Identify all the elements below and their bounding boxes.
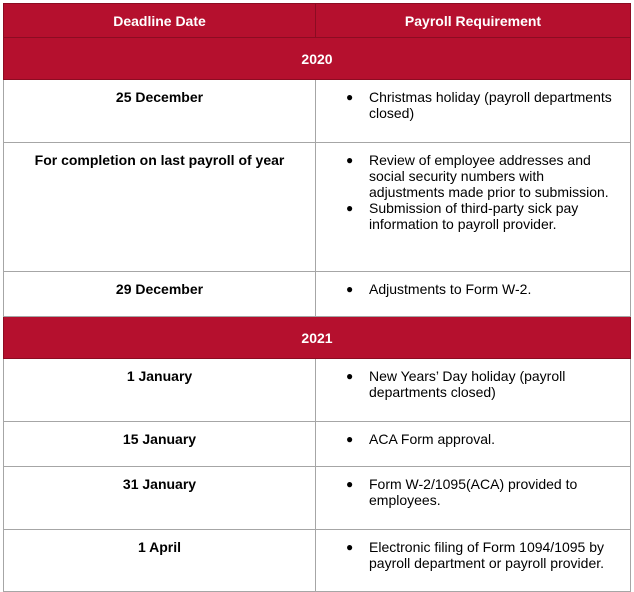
table-row — [4, 530, 631, 592]
deadline-date-cell: For completion on last payroll of year — [4, 143, 316, 272]
list-item — [316, 89, 630, 121]
requirement-text: Adjustments to Form W-2. — [369, 281, 532, 297]
requirement-list — [316, 89, 630, 121]
requirement-cell — [316, 530, 631, 592]
requirement-text: New Years’ Day holiday (payroll departments closed) — [369, 368, 566, 400]
requirement-cell — [316, 467, 631, 530]
requirement-text: ACA Form approval. — [369, 431, 496, 447]
table-row — [4, 359, 631, 422]
table-row — [4, 272, 631, 317]
requirement-text: Christmas holiday (payroll departments closed) — [369, 89, 612, 121]
table-row — [4, 422, 631, 467]
list-item — [316, 476, 630, 508]
requirement-cell — [316, 80, 631, 143]
requirement-list — [316, 431, 630, 447]
list-item — [316, 539, 630, 571]
deadline-date-cell: 15 January — [4, 422, 316, 467]
payroll-deadline-table — [3, 3, 631, 592]
table-row — [4, 80, 631, 143]
deadline-date-cell: 31 January — [4, 467, 316, 530]
list-item — [316, 431, 630, 447]
year-label: 2020 — [4, 38, 631, 80]
requirement-cell — [316, 359, 631, 422]
requirement-text: Form W-2/1095(ACA) provided to employees. — [369, 476, 578, 508]
bullet-icon: ● — [346, 201, 354, 215]
requirement-cell — [316, 422, 631, 467]
list-item — [316, 200, 630, 232]
bullet-icon: ● — [346, 282, 354, 296]
deadline-date-cell: 25 December — [4, 80, 316, 143]
requirement-text: Electronic filing of Form 1094/1095 by payroll department or payroll provider. — [369, 539, 605, 571]
table-row — [4, 467, 631, 530]
bullet-icon: ● — [346, 477, 354, 491]
list-item — [316, 152, 630, 200]
year-row-2021 — [4, 317, 631, 359]
deadline-date-cell: 29 December — [4, 272, 316, 317]
year-label: 2021 — [4, 317, 631, 359]
bullet-icon: ● — [346, 90, 354, 104]
list-item — [316, 281, 630, 297]
requirement-cell — [316, 272, 631, 317]
requirement-list — [316, 476, 630, 508]
bullet-icon: ● — [346, 153, 354, 167]
requirement-list — [316, 152, 630, 232]
bullet-icon: ● — [346, 369, 354, 383]
year-row-2020 — [4, 38, 631, 80]
header-deadline-date: Deadline Date — [4, 4, 316, 38]
requirement-cell — [316, 143, 631, 272]
requirement-text: Submission of third-party sick pay information to payroll provider. — [369, 200, 579, 232]
deadline-date-cell: 1 April — [4, 530, 316, 592]
deadline-date-cell: 1 January — [4, 359, 316, 422]
bullet-icon: ● — [346, 432, 354, 446]
table-row — [4, 143, 631, 272]
header-row — [4, 4, 631, 38]
bullet-icon: ● — [346, 540, 354, 554]
requirement-list — [316, 281, 630, 297]
list-item — [316, 368, 630, 400]
header-payroll-requirement: Payroll Requirement — [316, 4, 631, 38]
requirement-list — [316, 539, 630, 571]
requirement-text: Review of employee addresses and social security numbers with adjustments made prior to submission. — [369, 152, 609, 200]
requirement-list — [316, 368, 630, 400]
